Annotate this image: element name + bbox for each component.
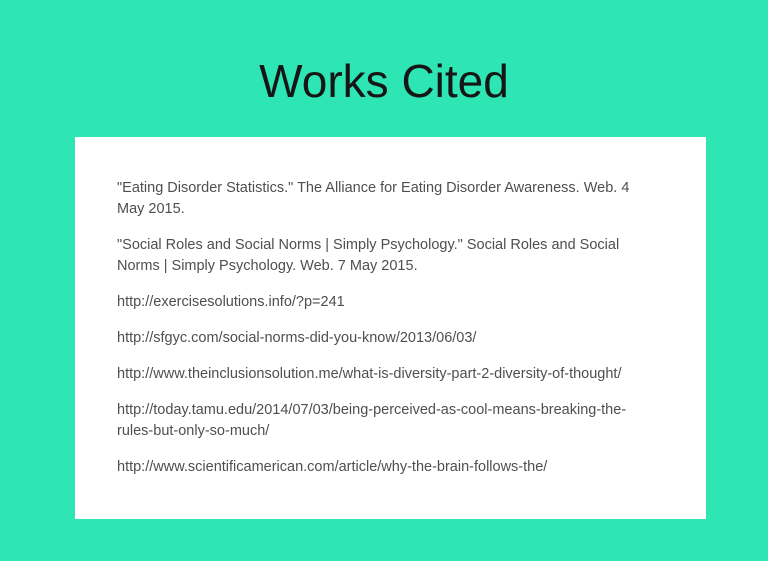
citation-entry bbox=[117, 400, 660, 442]
citation-entry bbox=[117, 178, 660, 220]
citations-card bbox=[75, 137, 706, 519]
citation-line: "Social Roles and Social Norms | Simply Psychology." Social Roles and Social bbox=[117, 237, 620, 253]
citation-entry bbox=[117, 292, 660, 313]
citation-entry bbox=[117, 235, 660, 277]
citation-line: Norms | Simply Psychology. Web. 7 May 2015. bbox=[117, 258, 418, 274]
citation-url: http://exercisesolutions.info/?p=241 bbox=[117, 294, 345, 310]
citation-url: rules-but-only-so-much/ bbox=[117, 423, 270, 439]
citation-line: "Eating Disorder Statistics." The Alliance for Eating Disorder Awareness. Web. 4 bbox=[117, 180, 630, 196]
citation-line: May 2015. bbox=[117, 201, 185, 217]
citation-url: http://www.scientificamerican.com/article/why-the-brain-follows-the/ bbox=[117, 459, 548, 475]
citation-entry bbox=[117, 364, 660, 385]
citation-url: http://sfgyc.com/social-norms-did-you-know/2013/06/03/ bbox=[117, 330, 477, 346]
citation-url: http://www.theinclusionsolution.me/what-is-diversity-part-2-diversity-of-thought/ bbox=[117, 366, 622, 382]
citation-url: http://today.tamu.edu/2014/07/03/being-perceived-as-cool-means-breaking-the- bbox=[117, 402, 627, 418]
citation-entry bbox=[117, 457, 660, 478]
citation-entry bbox=[117, 328, 660, 349]
page-title: Works Cited bbox=[259, 55, 509, 107]
